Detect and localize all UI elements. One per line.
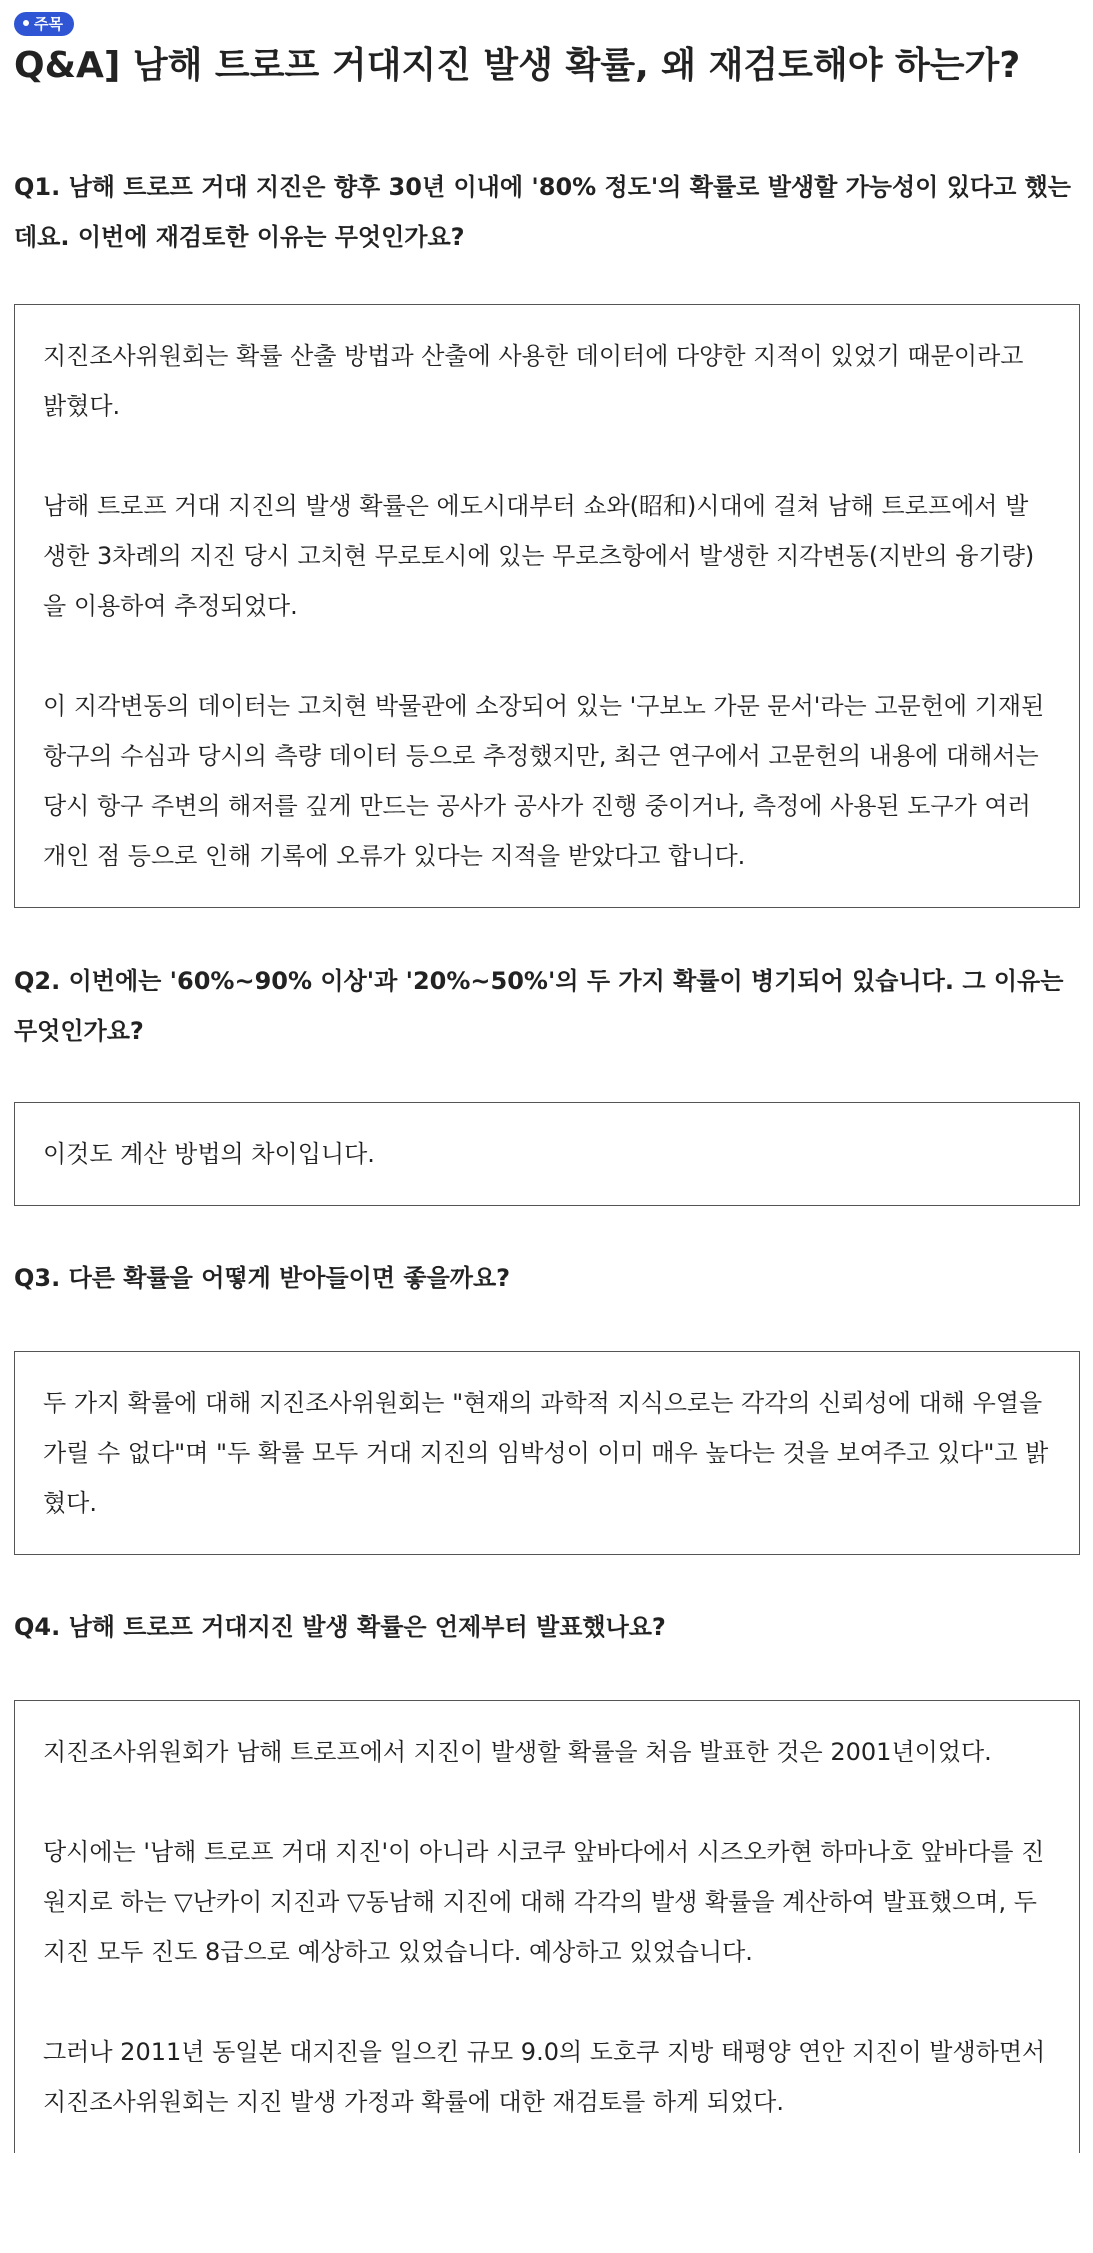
- question-1: Q1. 남해 트로프 거대 지진은 향후 30년 이내에 '80% 정도'의 확률로 발생할 가능성이 있다고 했는데요. 이번에 재검토한 이유는 무엇인가요?: [14, 173, 1071, 251]
- answer-paragraph: 그러나 2011년 동일본 대지진을 일으킨 규모 9.0의 도호쿠 지방 태평양 연안 지진이 발생하면서 지진조사위원회는 지진 발생 가정과 확률에 대한 재검토를 하게 되었다.: [43, 2038, 1046, 2116]
- question-2: Q2. 이번에는 '60%~90% 이상'과 '20%~50%'의 두 가지 확률이 병기되어 있습니다. 그 이유는 무엇인가요?: [14, 967, 1064, 1045]
- answer-paragraph: 지진조사위원회가 남해 트로프에서 지진이 발생할 확률을 처음 발표한 것은 2001년이었다.: [43, 1738, 992, 1766]
- question-4: Q4. 남해 트로프 거대지진 발생 확률은 언제부터 발표했나요?: [14, 1613, 666, 1641]
- answer-paragraph: 이 지각변동의 데이터는 고치현 박물관에 소장되어 있는 '구보노 가문 문서'라는 고문헌에 기재된 항구의 수심과 당시의 측량 데이터 등으로 추정했지만, 최근 연구에서 고문헌의 내용에 대해서는 당시 항구 주변의 해저를 깊게 만드는 공사가 공사가 진행 중이거나, 측정에 사용된 도구가 여러 개인 점 등으로 인해 기록에 오류가 있다는 지적을 받았다고 합니다.: [43, 692, 1045, 870]
- article-title: Q&A] 남해 트로프 거대지진 발생 확률, 왜 재검토해야 하는가?: [14, 45, 1021, 86]
- question-3: Q3. 다른 확률을 어떻게 받아들이면 좋을까요?: [14, 1264, 511, 1292]
- answer-paragraph: 이것도 계산 방법의 차이입니다.: [43, 1140, 375, 1168]
- answer-paragraph: 당시에는 '남해 트로프 거대 지진'이 아니라 시코쿠 앞바다에서 시즈오카현 하마나호 앞바다를 진원지로 하는 ▽난카이 지진과 ▽동남해 지진에 대해 각각의 발생 확률을 계산하여 발표했으며, 두 지진 모두 진도 8급으로 예상하고 있었습니다. 예상하고 있었습니다.: [43, 1838, 1045, 1966]
- answer-box-4: [14, 1700, 1080, 2153]
- answer-paragraph: 지진조사위원회는 확률 산출 방법과 산출에 사용한 데이터에 다양한 지적이 있었기 때문이라고 밝혔다.: [43, 342, 1024, 420]
- answer-paragraph: 남해 트로프 거대 지진의 발생 확률은 에도시대부터 쇼와(昭和)시대에 걸쳐 남해 트로프에서 발생한 3차례의 지진 당시 고치현 무로토시에 있는 무로츠항에서 발생한 지각변동(지반의 융기량)을 이용하여 추정되었다.: [43, 492, 1035, 620]
- dot-icon: [23, 20, 29, 26]
- featured-badge-label: 주목: [34, 15, 63, 33]
- answer-box-1: [14, 304, 1080, 908]
- answer-box-2: [14, 1102, 1080, 1206]
- article: [14, 12, 1080, 2153]
- featured-badge: [14, 12, 74, 36]
- answer-paragraph: 두 가지 확률에 대해 지진조사위원회는 "현재의 과학적 지식으로는 각각의 신뢰성에 대해 우열을 가릴 수 없다"며 "두 확률 모두 거대 지진의 임박성이 이미 매우 높다는 것을 보여주고 있다"고 밝혔다.: [43, 1389, 1049, 1517]
- answer-box-3: [14, 1351, 1080, 1555]
